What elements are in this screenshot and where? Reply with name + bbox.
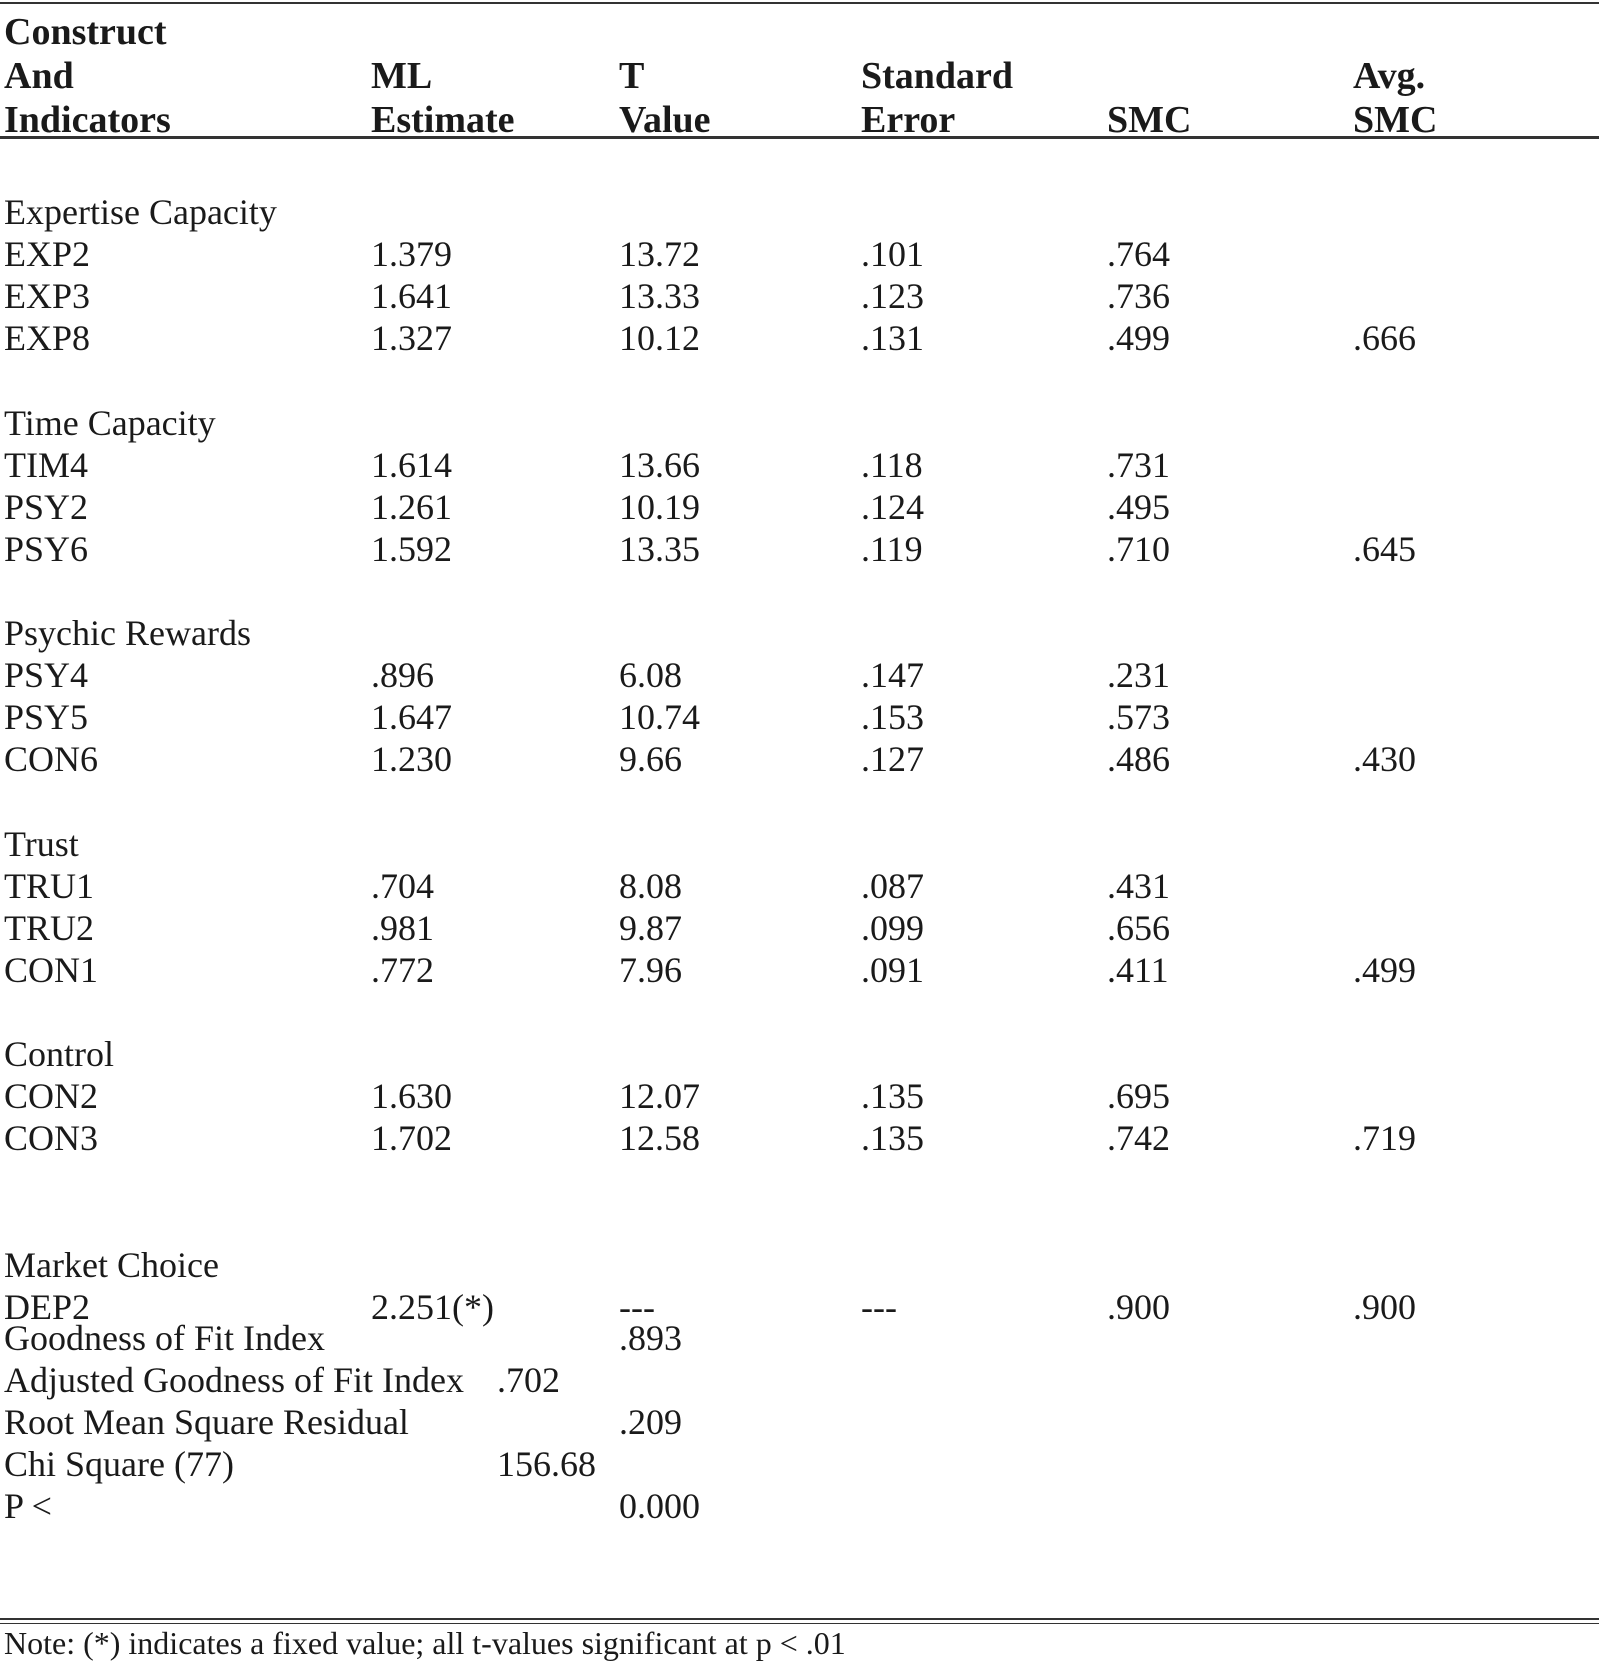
group-label: Psychic Rewards xyxy=(4,613,251,653)
t-value-cell: 13.33 xyxy=(619,276,700,316)
indicator-cell: TRU2 xyxy=(4,907,94,948)
fit-label: Root Mean Square Residual xyxy=(4,1402,409,1442)
ml-estimate-cell: .704 xyxy=(371,865,434,906)
ml-estimate-cell: 1.702 xyxy=(371,1118,452,1158)
smc-cell: .764 xyxy=(1107,234,1170,274)
fit-value: 0.000 xyxy=(619,1486,700,1526)
ml-estimate-cell: 1.647 xyxy=(371,697,452,737)
t-value-cell: 8.08 xyxy=(619,865,682,906)
t-value-cell: 13.35 xyxy=(619,528,700,569)
ml-estimate-cell: .896 xyxy=(371,655,434,695)
ml-estimate-cell: 1.614 xyxy=(371,444,452,485)
smc-cell: .695 xyxy=(1107,1076,1170,1116)
standard-error-cell: .118 xyxy=(861,444,923,485)
header-ml-estimate: ML Estimate xyxy=(371,55,515,141)
smc-cell: .742 xyxy=(1107,1118,1170,1158)
header-rule xyxy=(0,136,1599,139)
smc-cell: .736 xyxy=(1107,276,1170,316)
indicator-cell: EXP3 xyxy=(4,276,91,316)
t-value-cell: 7.96 xyxy=(619,949,682,990)
standard-error-cell: .123 xyxy=(861,276,924,316)
standard-error-cell: .135 xyxy=(861,1076,924,1116)
top-rule xyxy=(0,2,1599,4)
standard-error-cell: .135 xyxy=(861,1118,924,1158)
indicator-cell: CON2 xyxy=(4,1076,99,1116)
ml-estimate-cell: 1.641 xyxy=(371,276,452,316)
header-standard-error: Standard Error xyxy=(861,55,1014,141)
standard-error-cell: .131 xyxy=(861,318,924,358)
smc-cell: .900 xyxy=(1107,1286,1170,1327)
smc-cell: .656 xyxy=(1107,907,1170,948)
ml-estimate-cell: .772 xyxy=(371,949,434,990)
indicator-cell: EXP8 xyxy=(4,318,91,358)
t-value-cell: 13.66 xyxy=(619,444,700,485)
t-value-cell: 10.12 xyxy=(619,318,700,358)
smc-cell: .231 xyxy=(1107,655,1170,695)
fit-label: Adjusted Goodness of Fit Index xyxy=(4,1360,464,1400)
group-label: Expertise Capacity xyxy=(4,192,277,232)
fit-label: Goodness of Fit Index xyxy=(4,1318,325,1358)
fit-label: P < xyxy=(4,1486,52,1526)
ml-estimate-cell: 1.230 xyxy=(371,739,452,779)
indicator-cell: TIM4 xyxy=(4,444,88,485)
t-value-cell: 10.74 xyxy=(619,697,700,737)
fit-value: .702 xyxy=(497,1360,560,1400)
ml-estimate-cell: 1.630 xyxy=(371,1076,452,1116)
smc-cell: .411 xyxy=(1107,949,1169,990)
avg-smc-cell: .499 xyxy=(1353,949,1416,990)
group-label: Time Capacity xyxy=(4,402,216,443)
group-label: Control xyxy=(4,1034,115,1074)
fit-value: .893 xyxy=(619,1318,682,1358)
indicator-cell: DEP2 xyxy=(4,1286,91,1327)
standard-error-cell: .119 xyxy=(861,528,923,569)
t-value-cell: --- xyxy=(619,1286,655,1327)
smc-cell: .710 xyxy=(1107,528,1170,569)
indicator-cell: EXP2 xyxy=(4,234,91,274)
standard-error-cell: --- xyxy=(861,1286,897,1327)
indicator-cell: CON3 xyxy=(4,1118,99,1158)
header-construct: Construct And Indicators xyxy=(4,11,171,141)
standard-error-cell: .124 xyxy=(861,486,924,527)
group-label: Trust xyxy=(4,823,79,864)
bottom-rule xyxy=(0,1618,1599,1620)
indicator-cell: PSY4 xyxy=(4,655,89,695)
fit-value: .209 xyxy=(619,1402,682,1442)
t-value-cell: 12.58 xyxy=(619,1118,700,1158)
indicator-cell: TRU1 xyxy=(4,865,94,906)
indicator-cell: PSY2 xyxy=(4,486,89,527)
ml-estimate-cell: 1.592 xyxy=(371,528,452,569)
standard-error-cell: .101 xyxy=(861,234,924,274)
header-t-value: T Value xyxy=(619,55,711,141)
avg-smc-cell: .645 xyxy=(1353,528,1416,569)
smc-cell: .486 xyxy=(1107,739,1170,779)
t-value-cell: 10.19 xyxy=(619,486,700,527)
ml-estimate-cell: 2.251(*) xyxy=(371,1286,494,1327)
smc-cell: .731 xyxy=(1107,444,1170,485)
header-avg-smc: Avg. SMC xyxy=(1353,55,1438,141)
standard-error-cell: .127 xyxy=(861,739,924,779)
smc-cell: .573 xyxy=(1107,697,1170,737)
t-value-cell: 12.07 xyxy=(619,1076,700,1116)
avg-smc-cell: .900 xyxy=(1353,1286,1416,1327)
group-label: Market Choice xyxy=(4,1244,219,1285)
standard-error-cell: .099 xyxy=(861,907,924,948)
standard-error-cell: .147 xyxy=(861,655,924,695)
indicator-cell: CON6 xyxy=(4,739,99,779)
header-smc: SMC xyxy=(1107,99,1192,141)
table-note: Note: (*) indicates a fixed value; all t-values significant at p < .01 xyxy=(4,1625,846,1661)
t-value-cell: 9.87 xyxy=(619,907,682,948)
t-value-cell: 9.66 xyxy=(619,739,682,779)
ml-estimate-cell: 1.327 xyxy=(371,318,452,358)
smc-cell: .495 xyxy=(1107,486,1170,527)
standard-error-cell: .091 xyxy=(861,949,924,990)
smc-cell: .431 xyxy=(1107,865,1170,906)
ml-estimate-cell: 1.379 xyxy=(371,234,452,274)
avg-smc-cell: .430 xyxy=(1353,739,1416,779)
avg-smc-cell: .666 xyxy=(1353,318,1416,358)
ml-estimate-cell: .981 xyxy=(371,907,434,948)
smc-cell: .499 xyxy=(1107,318,1170,358)
fit-value: 156.68 xyxy=(497,1444,596,1484)
t-value-cell: 13.72 xyxy=(619,234,700,274)
standard-error-cell: .087 xyxy=(861,865,924,906)
indicator-cell: PSY5 xyxy=(4,697,89,737)
fit-label: Chi Square (77) xyxy=(4,1444,234,1484)
standard-error-cell: .153 xyxy=(861,697,924,737)
ml-estimate-cell: 1.261 xyxy=(371,486,452,527)
indicator-cell: PSY6 xyxy=(4,528,89,569)
avg-smc-cell: .719 xyxy=(1353,1118,1416,1158)
t-value-cell: 6.08 xyxy=(619,655,682,695)
indicator-cell: CON1 xyxy=(4,949,99,990)
